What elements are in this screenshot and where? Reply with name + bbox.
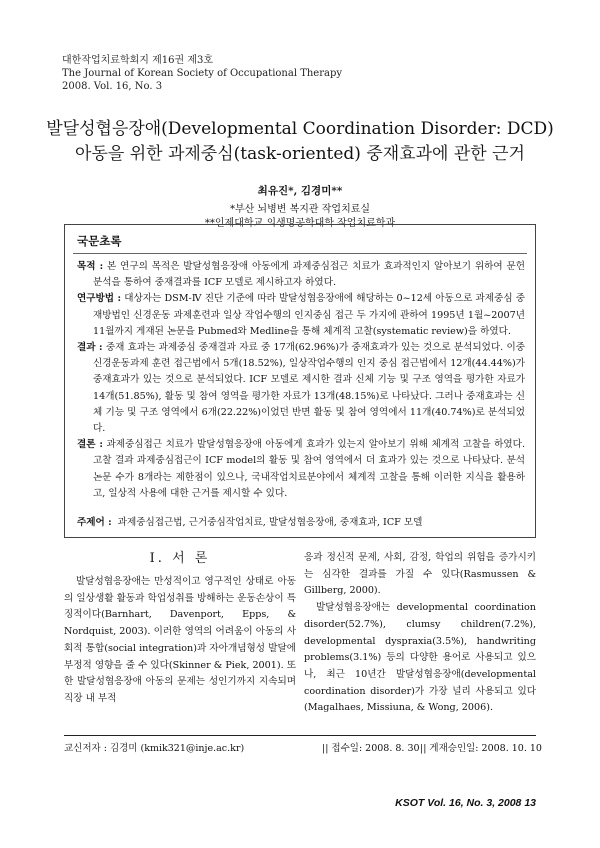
accepted-date: || 게재승인일: 2008. 10. 10 <box>420 743 542 754</box>
abstract-conclusion-label: 결론 : <box>77 439 103 451</box>
abstract-conclusion-text: 과제중심접근 치료가 발달성협응장애 아동에게 효과가 있는지 알아보기 위해 체계적 고찰을 하였다. 고찰 결과 과제중심접근이 ICF model의 활동 및 참여 영역에서 더 효과가 있는 것으로 나타났다. 분석 논문 수가 8개라는 제한점이 있으나, 국내작업치료분야에서 체계적 고찰을 통해 이러한 지식을 활용하고, 일상적 사용에 대한 근거를 제시할 수 있다. <box>93 439 525 499</box>
section-heading-introduction: Ⅰ. 서 론 <box>149 551 211 566</box>
page-footer: KSOT Vol. 16, No. 3, 2008 13 <box>395 797 536 809</box>
abstract-methods-text: 대상자는 DSM-Ⅳ 진단 기준에 따라 발달성협응장애에 해당하는 0~12세 아동으로 과제중심 중재방법인 신경운동 과제훈련과 일상 작업수행의 인지중심 접근 두 가지에 관하여 1995년 1월~2007년 11월까지 게재된 논문을 Pubmed와 Medline을 통해 체계적 고찰(systematic review)을 하였다. <box>93 293 525 337</box>
affiliation-1: *부산 뇌병변 복지관 작업치료실 <box>229 204 371 215</box>
keywords-text: 과제중심접근법, 근거중심작업치료, 발달성협응장애, 중재효과, ICF 모델 <box>117 517 423 528</box>
intro-paragraph-1-continued: 응과 정신적 문제, 사회, 감정, 학업의 위험을 증가시키는 심각한 결과를 가질 수 있다(Rasmussen & Gillberg, 2000). <box>304 552 536 597</box>
title-line-2: 아동을 위한 과제중심(task-oriented) 중재효과에 관한 근거 <box>75 144 525 164</box>
journal-volume: 2008. Vol. 16, No. 3 <box>62 81 163 92</box>
abstract-methods <box>77 291 525 340</box>
abstract-body <box>77 259 525 502</box>
column-right <box>304 550 536 717</box>
abstract-purpose <box>77 259 525 291</box>
keywords <box>77 514 422 528</box>
abstract-methods-label: 연구방법 : <box>77 293 122 305</box>
footer-divider <box>64 735 536 736</box>
paper-title <box>0 117 600 167</box>
abstract-heading: 국문초록 <box>77 234 122 248</box>
abstract-results <box>77 340 525 437</box>
title-line-1: 발달성협응장애(Developmental Coordination Disorder: DCD) <box>46 119 554 139</box>
intro-paragraph-1: 발달성협응장애는 만성적이고 영구적인 상태로 아동의 일상생활 활동과 학업성취를 방해하는 운동손상이 특징적이다(Barnhart, Davenport, Epps, & Nordquist, 2003). 이러한 영역의 어려움이 아동의 사회적 통합(social integration)과 자아개념형성 발달에 부정적 영향을 줄 수 있다(Skinner & Piek, 2001). 또한 발달성협응장애 아동의 문제는 성인기까지 지속되며 직장 내 부적 <box>64 576 296 704</box>
authors: 최유진*, 김경미** <box>257 185 343 197</box>
affiliation-2: **인제대학교 의생명공학대학 작업치료학과 <box>204 218 396 229</box>
abstract-divider <box>73 253 527 254</box>
keywords-label: 주제어 : <box>77 517 112 528</box>
corresponding-author: 교신저자 : 김경미 (kmik321@inje.ac.kr) <box>64 743 245 754</box>
abstract-purpose-text: 본 연구의 목적은 발달성협응장애 아동에게 과제중심접근 치료가 효과적인지 알아보기 위하여 문헌 분석을 통하여 중재결과를 ICF 모델로 제시하고자 하였다. <box>93 261 525 289</box>
journal-name-korean: 대한작업치료학회지 제16권 제3호 <box>62 55 214 66</box>
journal-name-english: The Journal of Korean Society of Occupational Therapy <box>62 68 343 79</box>
intro-paragraph-2: 발달성협응장애는 developmental coordination disorder(52.7%), clumsy children(7.2%), developmental dyspraxia(3.5%), handwriting problems(3.1%) 등의 다양한 용어로 사용되고 있으나, 최근 10년간 발달성협응장애(developmental coordination disorder)가 가장 널리 사용되고 있다(Magalhaes, Missiuna, & Wong, 2006). <box>304 602 536 714</box>
column-left <box>64 550 296 708</box>
abstract-results-text: 중재 효과는 과제중심 중재결과 자료 중 17개(62.96%)가 중재효과가 있는 것으로 분석되었다. 이중 신경운동과제 훈련 접근법에서 5개(18.52%), 일상작업수행의 인지 중심 접근법에서 12개(44.44%)가 중재효과가 있는 것으로 분석되었다. ICF 모델로 제시한 결과 신체 기능 및 구조 영역을 평가한 자료가 14개(51.85%), 활동 및 참여 영역을 평가한 자료가 13개(48.15%)로 나타났다. 그러나 중재효과는 신체 기능 및 구조 영역에서 6개(22.22%)이었던 반면 활동 및 참여 영역에서 11개(40.74%)로 분석되었다. <box>93 342 525 435</box>
abstract-results-label: 결과 : <box>77 342 103 354</box>
received-date: || 접수일: 2008. 8. 30 <box>322 743 420 754</box>
abstract-purpose-label: 목적 : <box>77 261 104 272</box>
abstract-box <box>64 224 536 538</box>
journal-header <box>62 54 342 93</box>
footer-info <box>64 740 542 754</box>
abstract-conclusion <box>77 437 525 502</box>
